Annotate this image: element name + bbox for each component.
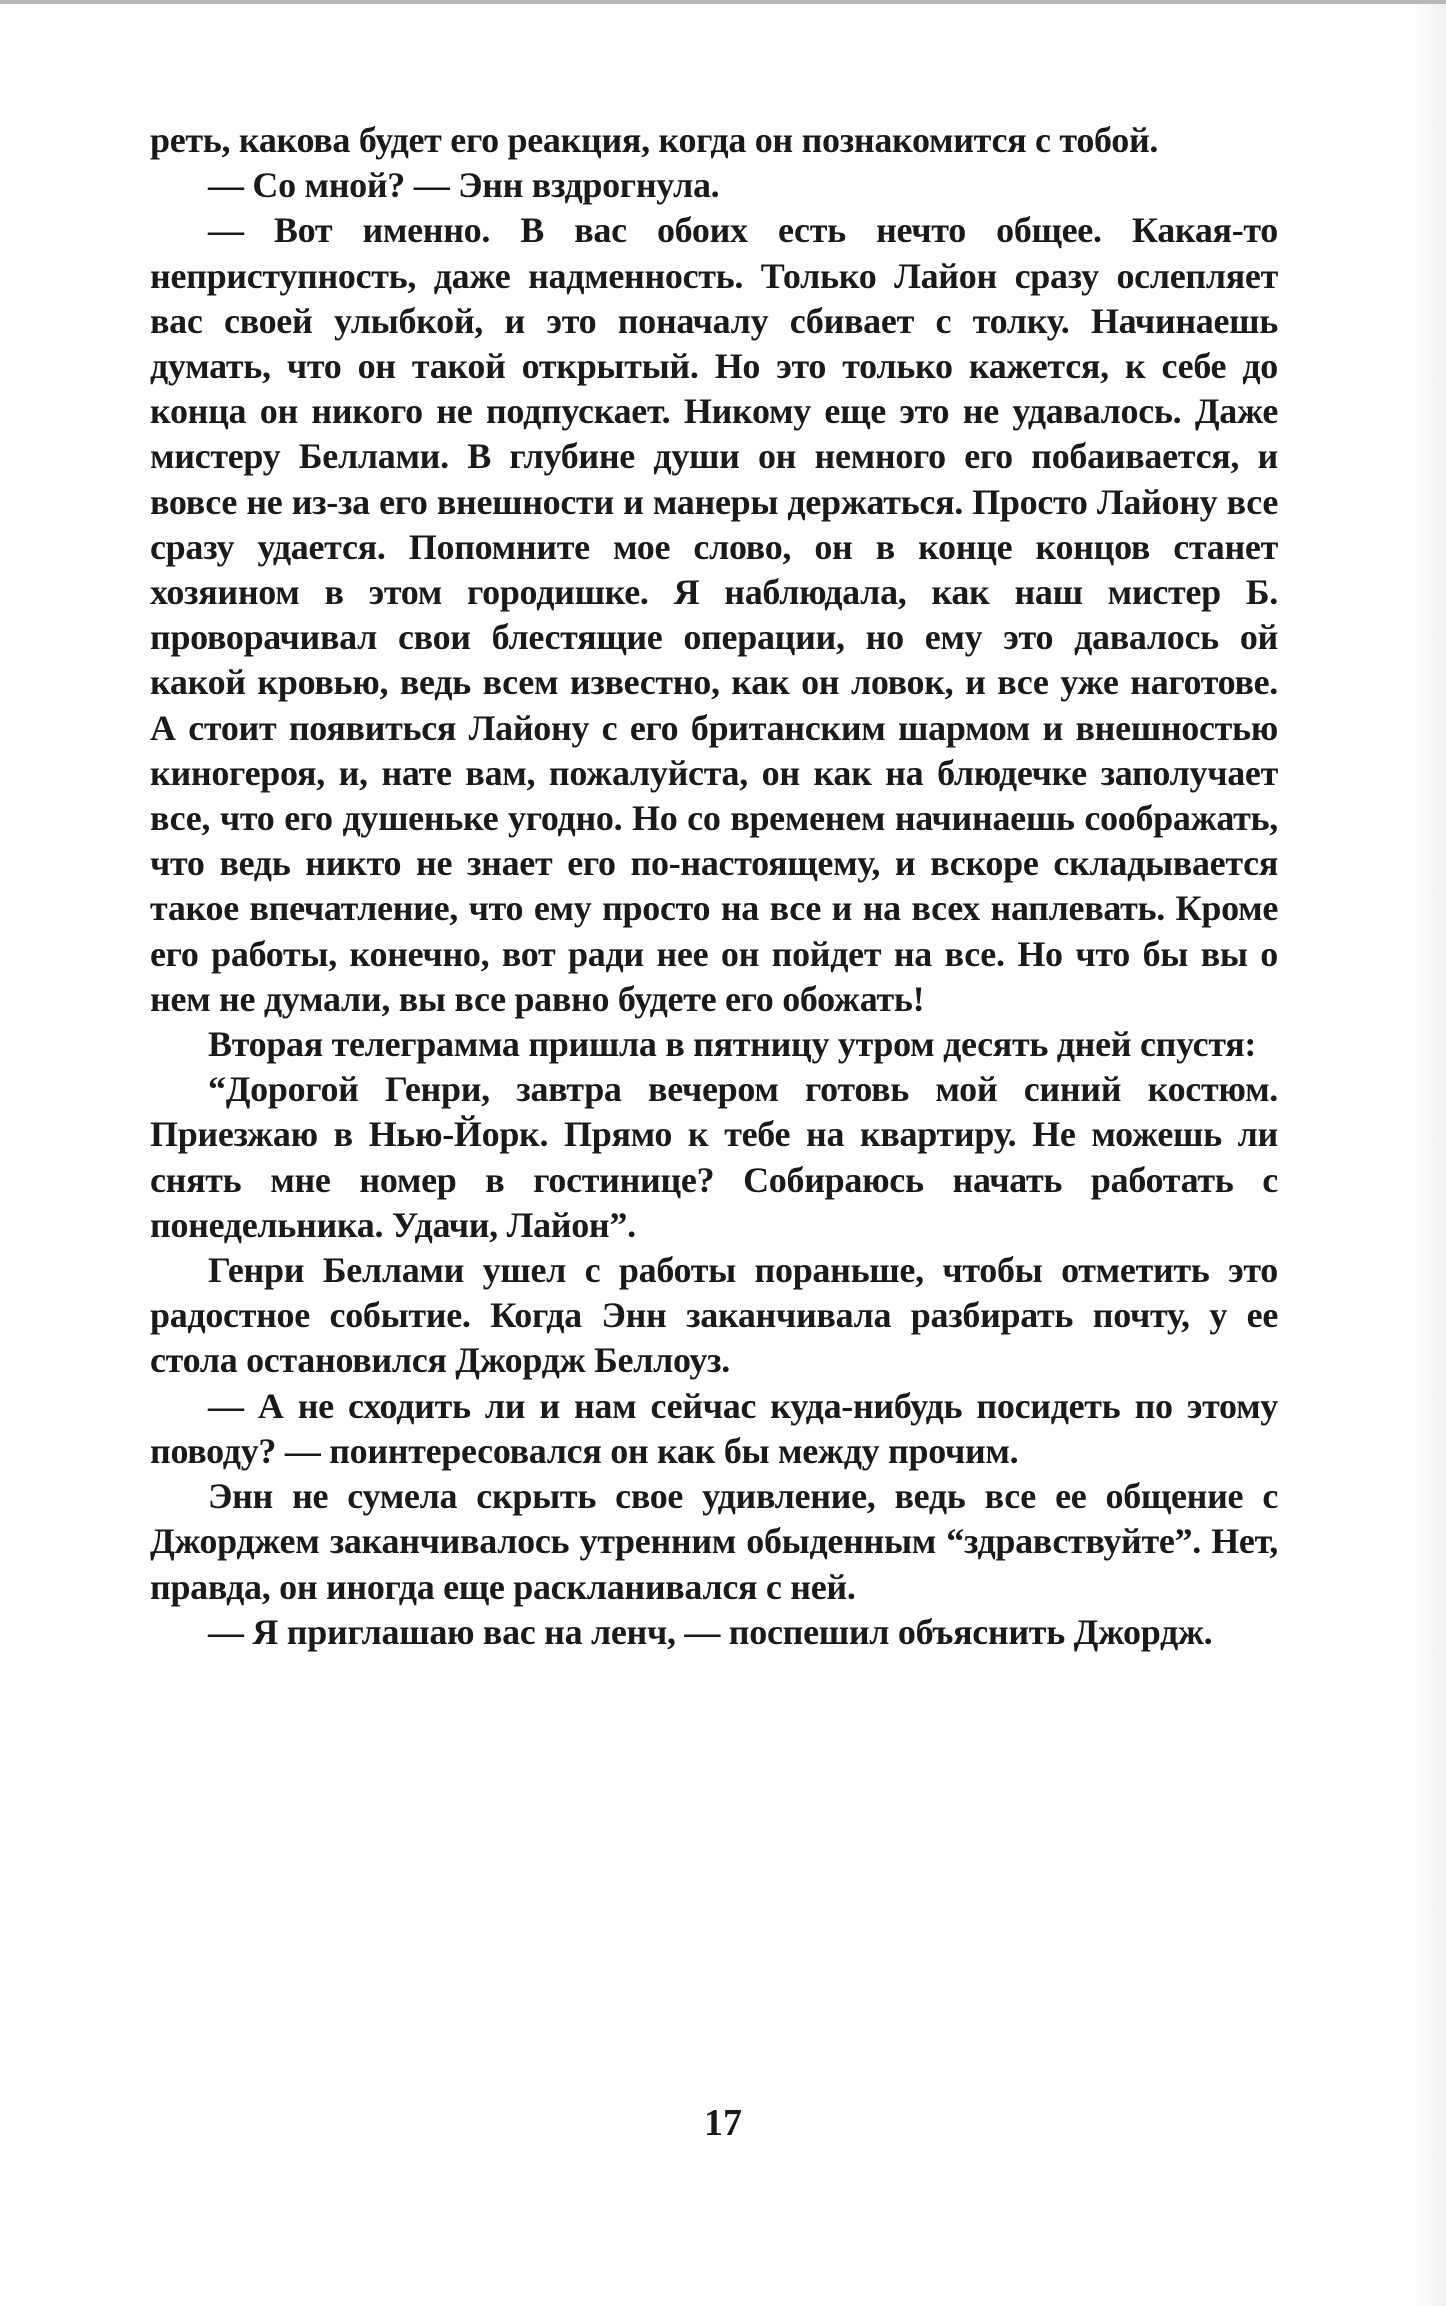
paragraph-4: Вторая телеграмма пришла в пятницу утром десять дней спустя: (208, 1024, 1257, 1065)
paragraph-5: “Дорогой Генри, завтра вечером готовь мой синий костюм. Приезжаю в Нью-Йорк. Прямо к тебе на квартиру. Не можешь ли снять мне номер в гостинице? Собираюсь начать работать с понедельника. Удачи, Лайон”. (150, 1069, 1278, 1245)
paragraph-6: Генри Беллами ушел с работы пораньше, чтобы отметить это радостное событие. Когда Энн заканчивала разбирать почту, у ее стола остановился Джордж Беллоуз. (150, 1250, 1278, 1381)
paragraph-8: Энн не сумела скрыть свое удивление, ведь все ее общение с Джорджем заканчивалось утренним обыденным “здравствуйте”. Нет, правда, он иногда еще раскланивался с ней. (150, 1476, 1278, 1607)
top-edge-rule (0, 0, 1446, 4)
page-text (150, 118, 1278, 1655)
page-edge-shadow (1410, 4, 1446, 2306)
page-number: 17 (704, 2102, 742, 2144)
paragraph-1: реть, какова будет его реакция, когда он познакомится с тобой. (150, 120, 1159, 160)
paragraph-7: — А не сходить ли и нам сейчас куда-нибудь посидеть по этому поводу? — поинтересовался он как бы между прочим. (150, 1385, 1278, 1471)
paragraph-3: — Вот именно. В вас обоих есть нечто общее. Какая-то неприступность, даже надменность. Только Лайон сразу ослепляет вас своей улыбкой, и это поначалу сбивает с толку. Начинаешь думать, что он такой открытый. Но это только кажется, к себе до конца он никого не подпускает. Никому еще это не удавалось. Даже мистеру Беллами. В глубине души он немного его побаивается, и вовсе не из-за его внешности и манеры держаться. Просто Лайону все сразу удается. Попомните мое слово, он в конце концов станет хозяином в этом городишке. Я наблюдала, как наш мистер Б. проворачивал свои блестящие операции, но ему это давалось ой какой кровью, ведь всем известно, как он ловок, и все уже наготове. А стоит появиться Лайону с его британским шармом и внешностью киногероя, и, нате вам, пожалуйста, он как на блюдечке заполучает все, что его душеньке угодно. Но со временем начинаешь соображать, что ведь никто не знает его по-настоящему, и вскоре складывается такое впечатление, что ему просто на все и на всех наплевать. Кроме его работы, конечно, вот ради нее он пойдет на все. Но что бы вы о нем не думали, вы все равно будете его обожать! (150, 210, 1278, 1019)
paragraph-2: — Со мной? — Энн вздрогнула. (208, 165, 720, 206)
paragraph-9: — Я приглашаю вас на ленч, — поспешил объяснить Джордж. (208, 1611, 1213, 1652)
